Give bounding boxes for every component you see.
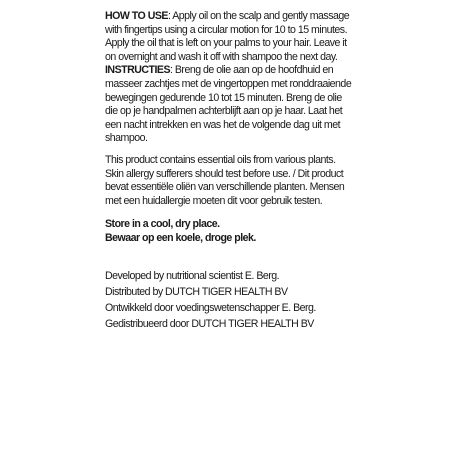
storage-instructions xyxy=(105,218,356,245)
distributor-credit-nl: Gedistribueerd door DUTCH TIGER HEALTH BV xyxy=(105,318,314,331)
allergy-warning: This product contains essential oils from various plants. Skin allergy sufferers should test before use. / Dit product bevat essentiële oliën van verschillende planten. Mensen met een huidallergie moeten dit voor gebruik testen. xyxy=(105,153,345,207)
usage-text-nl: : Breng de olie aan op de hoofdhuid en masseer zachtjes met de vingertoppen met ronddraaiende bewegingen gedurende 10 tot 15 minuten. Breng de olie die op je handpalmen achterblijft aan op je haar. Laat het een nacht intrekken en was het de volgende dag uit met shampoo. xyxy=(105,64,352,145)
storage-text-en: Store in a cool, dry place. xyxy=(105,218,220,231)
usage-text-en: : Apply oil on the scalp and gently massage with fingertips using a circular motion for 10 to 15 minutes. Apply the oil that is left on your palms to your hair. Leave it on overnight and wash it off with shampoo the next day. xyxy=(105,10,350,63)
storage-text-nl: Bewaar op een koele, droge plek. xyxy=(105,231,256,244)
usage-instructions xyxy=(105,10,356,146)
distributor-credit-en: Distributed by DUTCH TIGER HEALTH BV xyxy=(105,285,288,298)
usage-heading-nl: INSTRUCTIES xyxy=(105,64,171,77)
manufacturer-credits xyxy=(105,268,356,333)
usage-heading-en: HOW TO USE xyxy=(105,10,168,22)
developer-credit-nl: Ontwikkeld door voedingswetenschapper E. Berg. xyxy=(105,301,316,314)
developer-credit-en: Developed by nutritional scientist E. Berg. xyxy=(105,269,280,282)
